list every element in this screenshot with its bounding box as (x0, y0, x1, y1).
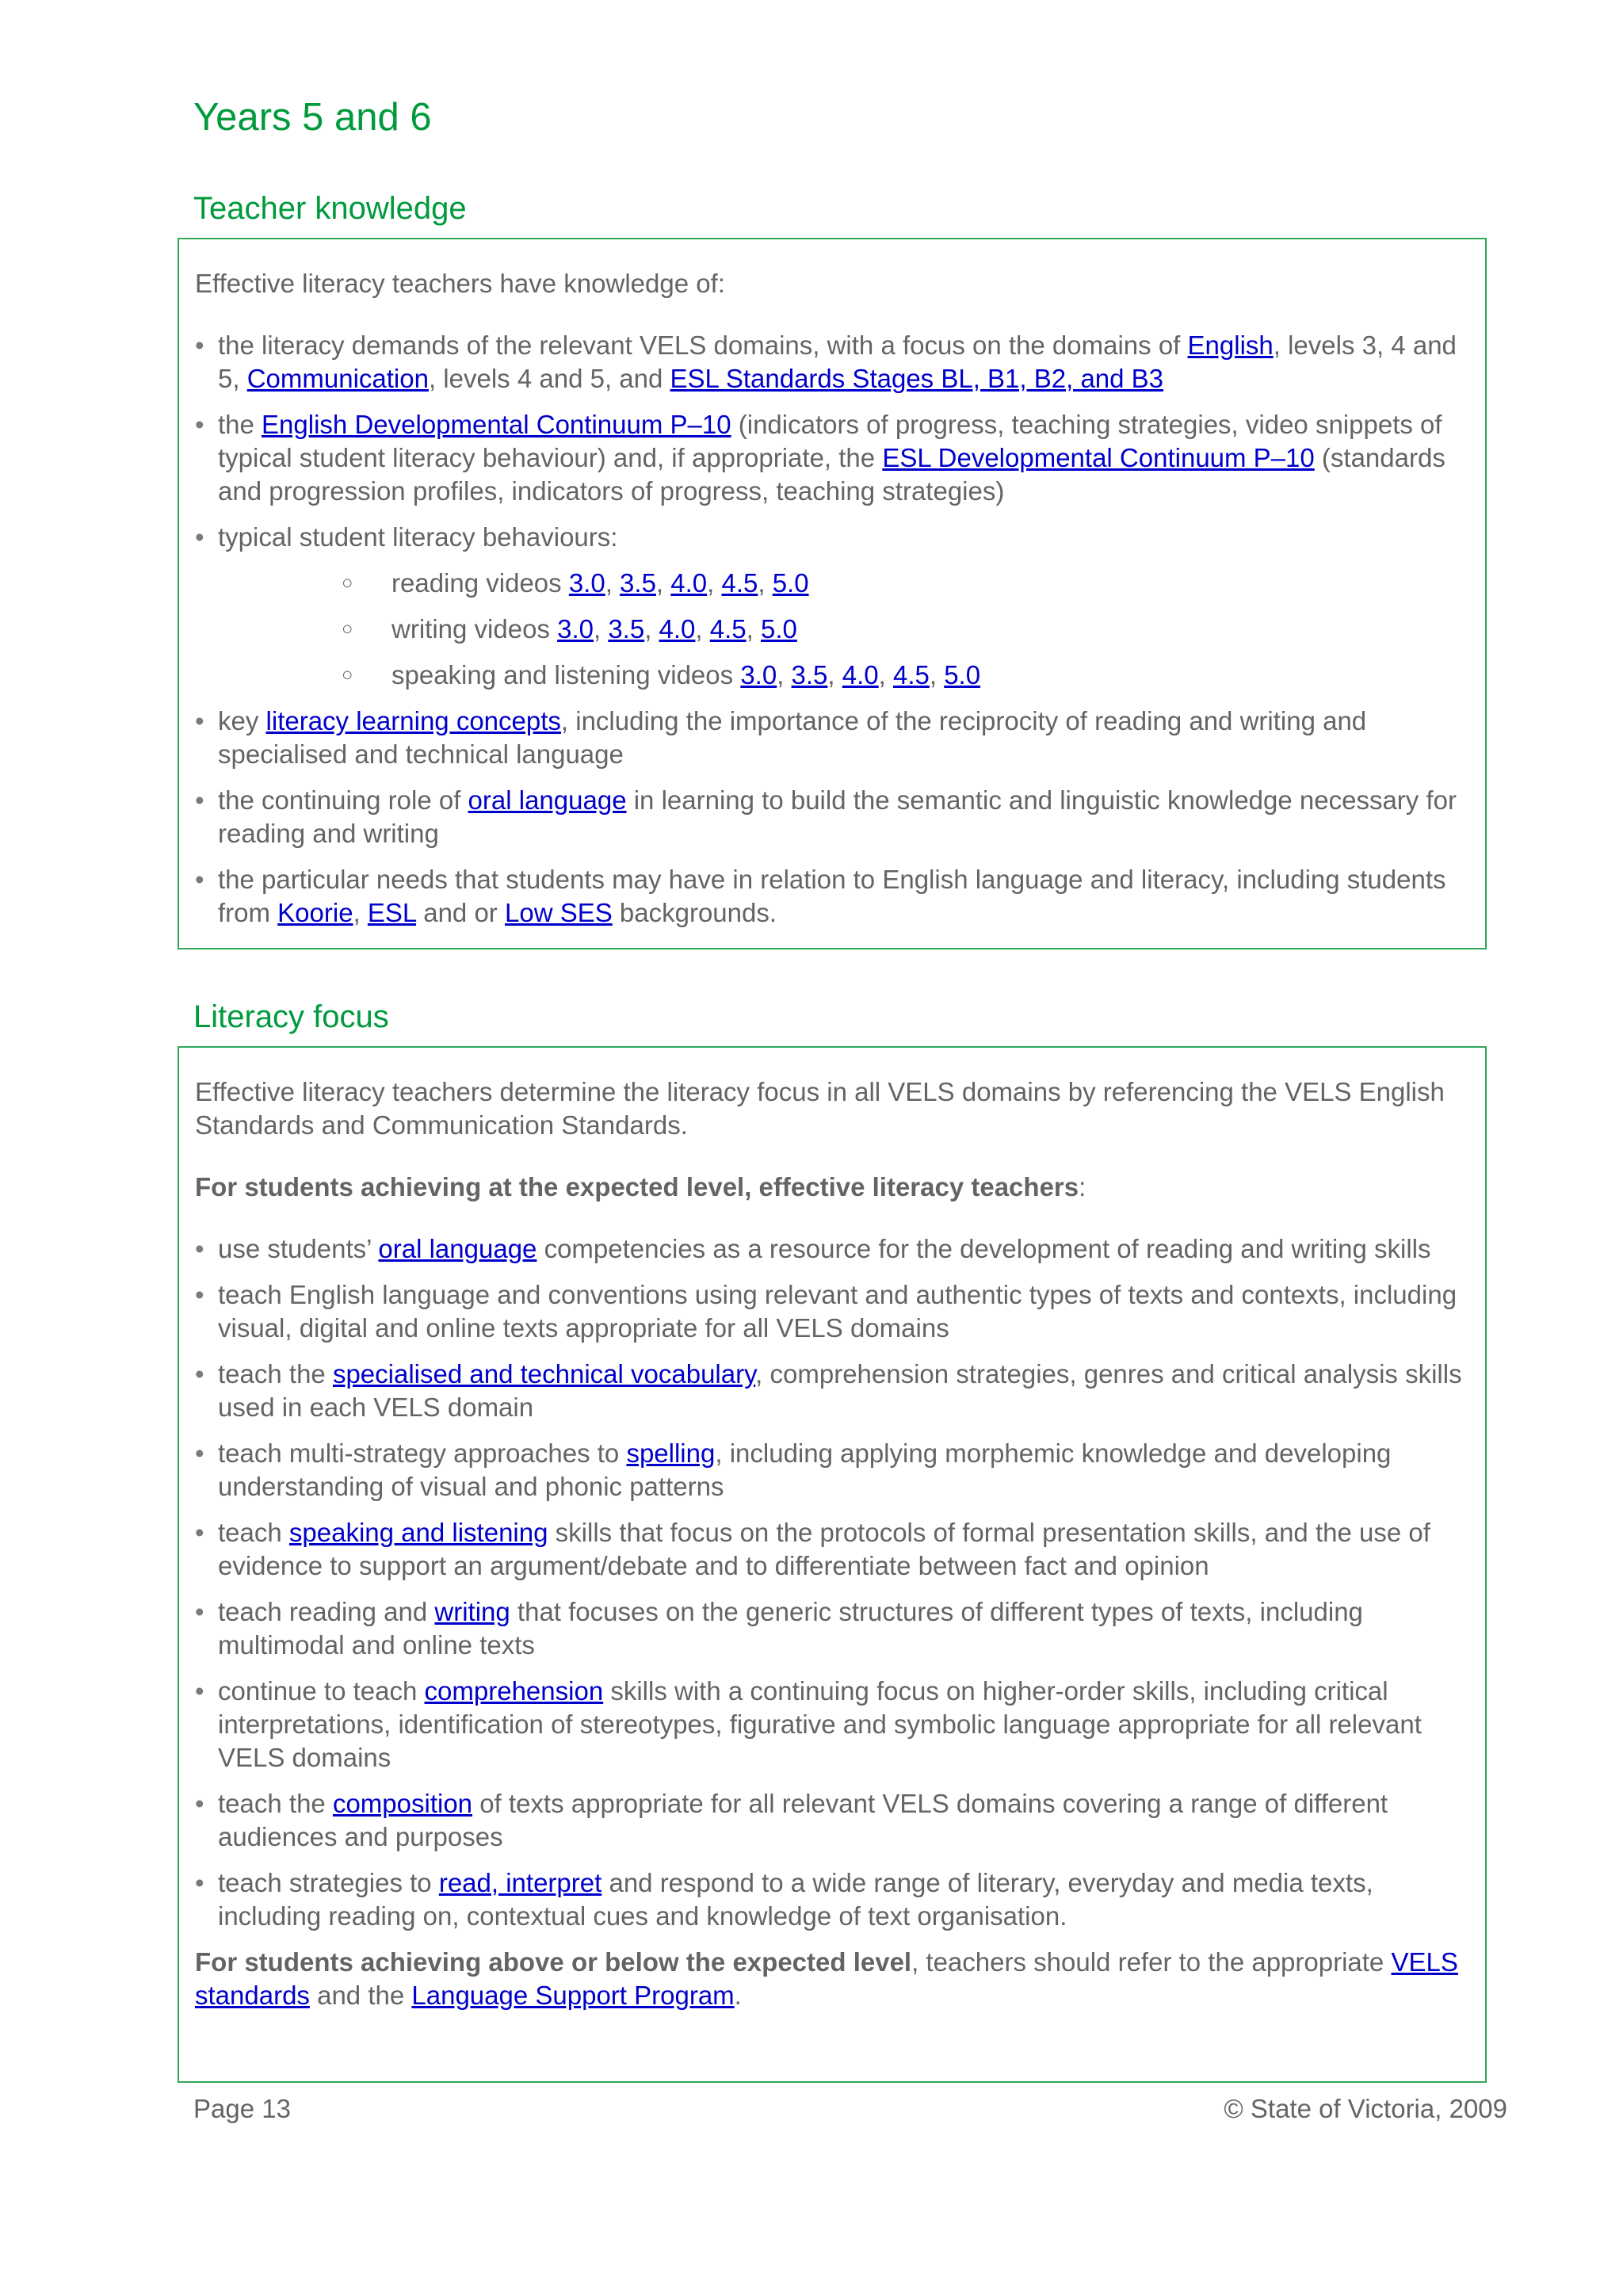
literacy-focus-heading: Literacy focus (193, 999, 389, 1034)
teacher-knowledge-list (195, 329, 1469, 554)
video-label: reading videos (391, 568, 562, 598)
list-item (195, 408, 1469, 508)
literacy-focus-intro: Effective literacy teachers determine the literacy focus in all VELS domains by referencing the VELS English Standards and Communication Standards. (195, 1077, 1445, 1140)
teacher-knowledge-intro: Effective literacy teachers have knowledge of: (195, 269, 725, 298)
text: and respond to a wide range of literary, everyday and media texts, including reading on, contextual cues and knowledge of text organisation. (218, 1868, 1373, 1931)
text: teach (218, 1518, 289, 1547)
literacy-learning-concepts-link[interactable]: literacy learning concepts (265, 706, 561, 735)
list-item (195, 1595, 1469, 1662)
video-link[interactable]: 3.5 (620, 568, 656, 598)
video-link[interactable]: 4.0 (659, 614, 696, 644)
closing-note (195, 1946, 1469, 2012)
esl-link[interactable]: ESL (367, 898, 417, 927)
text: the literacy demands of the relevant VELS domains, with a focus on the domains of (218, 330, 1188, 360)
text: and the (309, 1981, 412, 2010)
communication-link[interactable]: Communication (246, 364, 429, 393)
text: , (353, 898, 368, 927)
text: (standards and progression profiles, indicators of progress, teaching strategies) (218, 443, 1445, 506)
video-link[interactable]: 3.5 (791, 660, 828, 690)
text: skills that focus on the protocols of formal presentation skills, and the use of evidence to support an argument/debate and to differentiate between fact and opinion (218, 1518, 1430, 1580)
video-link[interactable]: 5.0 (772, 568, 809, 598)
interpret-link[interactable]: , interpret (491, 1868, 602, 1897)
text: continue to teach (218, 1676, 425, 1706)
video-row: ○ reading videos 3.0, 3.5, 4.0, 4.5, 5.0 (195, 567, 1469, 600)
video-link[interactable]: 4.5 (892, 660, 930, 690)
video-link[interactable]: 4.5 (709, 614, 747, 644)
english-continuum-link[interactable]: English Developmental Continuum P–10 (262, 410, 731, 439)
literacy-focus-list (195, 1232, 1469, 1933)
list-item: • teach English language and conventions using relevant and authentic types of texts and contexts, including visual, digital and online texts appropriate for all VELS domains (195, 1278, 1469, 1345)
video-list (195, 567, 1469, 692)
text: competencies as a resource for the development of reading and writing skills (537, 1234, 1431, 1263)
video-row: ○ writing videos 3.0, 3.5, 4.0, 4.5, 5.0 (195, 613, 1469, 646)
low-ses-link[interactable]: Low SES (504, 898, 613, 927)
list-item (195, 863, 1469, 930)
literacy-focus-box (178, 1046, 1487, 2083)
list-item (195, 1675, 1469, 1775)
video-link[interactable]: 4.0 (842, 660, 879, 690)
video-link[interactable]: 3.5 (608, 614, 645, 644)
text: the continuing role of (218, 785, 468, 815)
oral-language-link[interactable]: oral language (378, 1234, 537, 1263)
text: and or (416, 898, 505, 927)
writing-link[interactable]: writing (434, 1597, 510, 1626)
text: key (218, 706, 266, 735)
list-item (195, 1516, 1469, 1583)
expected-level-line (195, 1171, 1469, 1204)
text: of texts appropriate for all relevant VELS domains covering a range of different audiences and purposes (218, 1789, 1388, 1851)
video-link[interactable]: 5.0 (944, 660, 981, 690)
list-item (195, 1232, 1469, 1266)
page-title: Years 5 and 6 (193, 96, 432, 139)
list-item: • typical student literacy behaviours: (195, 521, 1469, 554)
text: skills with a continuing focus on higher-order skills, including critical interpretations, identification of stereotypes, figurative and symbolic language appropriate for all relevant VELS domains (218, 1676, 1422, 1772)
page-number: Page 13 (193, 2094, 291, 2123)
video-link[interactable]: 3.0 (740, 660, 777, 690)
speaking-listening-link[interactable]: speaking and listening (288, 1518, 548, 1547)
text: use students’ (218, 1234, 379, 1263)
video-link[interactable]: 3.0 (568, 568, 605, 598)
copyright: © State of Victoria, 2009 (1224, 2094, 1507, 2123)
read-link[interactable]: read (438, 1868, 491, 1897)
text: teach strategies to (218, 1868, 439, 1897)
teacher-knowledge-heading: Teacher knowledge (193, 191, 467, 226)
spelling-link[interactable]: spelling (626, 1438, 716, 1468)
text: , teachers should refer to the appropriate (911, 1947, 1392, 1977)
closing-bold: For students achieving above or below the expected level (195, 1947, 912, 1977)
video-link[interactable]: 4.5 (721, 568, 758, 598)
text: (indicators of progress, teaching strategies, video snippets of typical student literacy behaviour) and, if appropriate, the (218, 410, 1442, 472)
text: the particular needs that students may have in relation to English language and literacy, including students from (218, 865, 1446, 927)
video-row: ○ speaking and listening videos 3.0, 3.5, 4.0, 4.5, 5.0 (195, 659, 1469, 692)
list-item (195, 1358, 1469, 1424)
list-item (195, 705, 1469, 771)
text: , including applying morphemic knowledge and developing understanding of visual and phonic patterns (218, 1438, 1392, 1501)
list-item (195, 1866, 1469, 1933)
video-label: writing videos (391, 614, 550, 644)
video-link[interactable]: 3.0 (557, 614, 594, 644)
esl-continuum-link[interactable]: ESL Developmental Continuum P–10 (882, 443, 1315, 472)
vels-standards-link[interactable]: VELS standards (195, 1947, 1458, 2010)
text: , levels 3, 4 and 5, (218, 330, 1457, 393)
koorie-link[interactable]: Koorie (277, 898, 353, 927)
text: teach the (218, 1789, 333, 1818)
teacher-knowledge-list-continued (195, 705, 1469, 930)
expected-level-bold: For students achieving at the expected level, effective literacy teachers (195, 1172, 1079, 1201)
text: . (734, 1981, 742, 2010)
language-support-program-link[interactable]: Language Support Program (411, 1981, 735, 2010)
teacher-knowledge-box (178, 238, 1487, 949)
expected-level-colon: : (1079, 1172, 1086, 1201)
text: teach reading and (218, 1597, 435, 1626)
video-link[interactable]: 5.0 (760, 614, 797, 644)
text: the (218, 410, 262, 439)
text: in learning to build the semantic and linguistic knowledge necessary for reading and writing (218, 785, 1457, 848)
english-link[interactable]: English (1187, 330, 1274, 360)
text: , levels 4 and 5, and (428, 364, 670, 393)
list-item (195, 329, 1469, 395)
comprehension-link[interactable]: comprehension (424, 1676, 604, 1706)
text: , including the importance of the reciprocity of reading and writing and specialised and technical language (218, 706, 1367, 769)
list-item (195, 1787, 1469, 1854)
text: teach the (218, 1359, 333, 1389)
vocabulary-link[interactable]: specialised and technical vocabulary (332, 1359, 756, 1389)
composition-link[interactable]: composition (332, 1789, 473, 1818)
text: , comprehension strategies, genres and critical analysis skills used in each VELS domain (218, 1359, 1462, 1422)
video-link[interactable]: 4.0 (670, 568, 708, 598)
list-item (195, 784, 1469, 850)
list-item (195, 1437, 1469, 1503)
text: backgrounds. (612, 898, 777, 927)
text: teach multi-strategy approaches to (218, 1438, 627, 1468)
oral-language-link[interactable]: oral language (468, 785, 627, 815)
video-label: speaking and listening videos (391, 660, 734, 690)
esl-standards-link[interactable]: ESL Standards Stages BL, B1, B2, and B3 (670, 364, 1164, 393)
text: that focuses on the generic structures of different types of texts, including multimodal and online texts (218, 1597, 1363, 1660)
